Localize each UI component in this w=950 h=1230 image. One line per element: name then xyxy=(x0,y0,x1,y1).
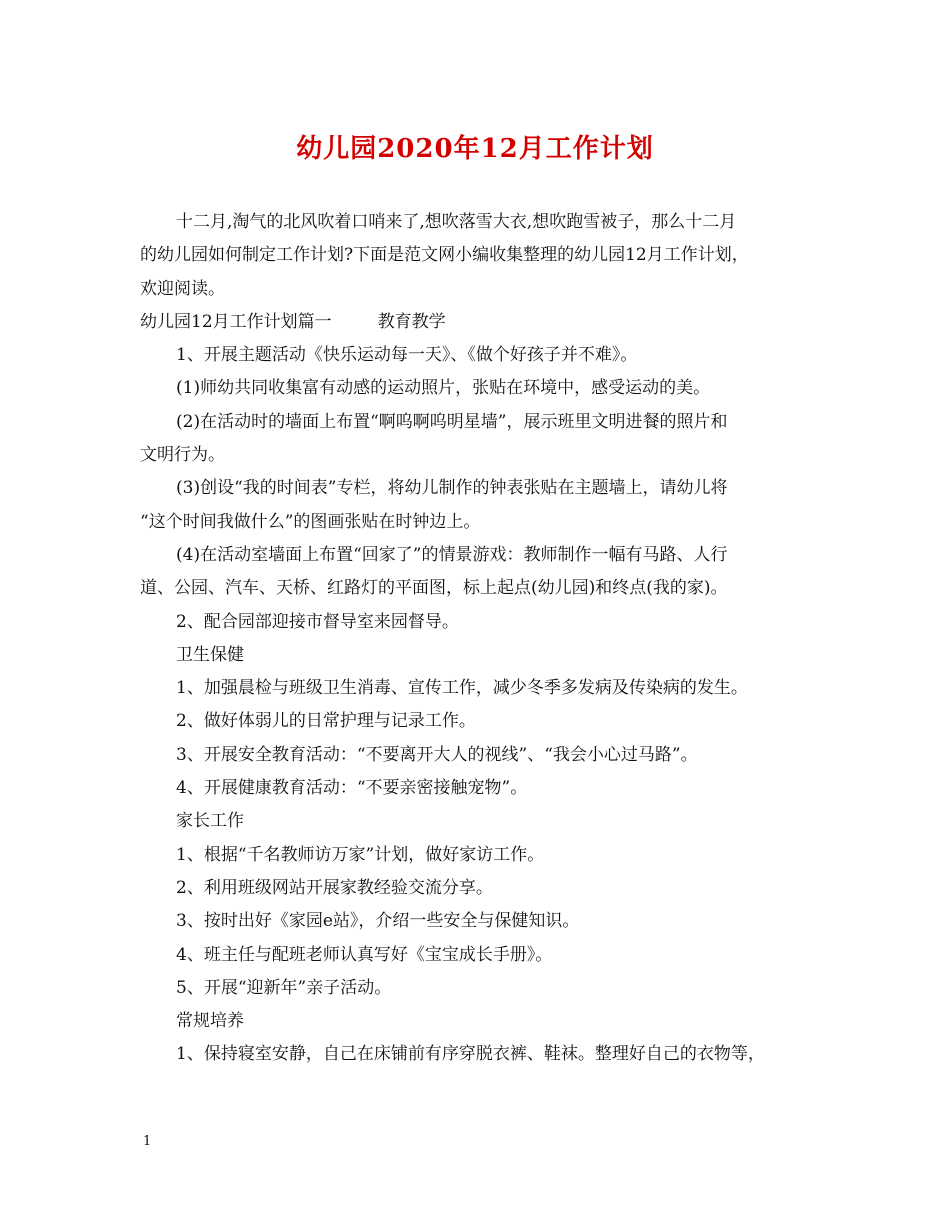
text-line-content: 欢迎阅读。 xyxy=(140,278,225,299)
text-line xyxy=(140,339,816,372)
text-line-content: (3)创设“我的时间表”专栏，将幼儿制作的钟表张贴在主题墙上，请幼儿将 xyxy=(176,478,728,499)
text-line xyxy=(140,572,816,605)
text-line-content: 1、保持寝室安静，自己在床铺前有序穿脱衣裤、鞋袜。整理好自己的衣物等， xyxy=(176,1044,765,1065)
text-line xyxy=(140,972,816,1005)
text-line-content: 4、班主任与配班老师认真写好《宝宝成长手册》。 xyxy=(176,944,553,965)
text-line xyxy=(140,905,816,938)
text-line-content: 5、开展“迎新年”亲子活动。 xyxy=(176,977,392,998)
text-line-content: 幼儿园12月工作计划篇一 xyxy=(140,311,332,332)
document-title: 幼儿园2020年12月工作计划 xyxy=(296,134,654,164)
text-line xyxy=(140,439,816,472)
text-line xyxy=(140,739,816,772)
text-line xyxy=(140,705,816,738)
text-line xyxy=(140,273,816,306)
text-line xyxy=(140,672,816,705)
text-line xyxy=(140,539,816,572)
text-line xyxy=(140,472,816,505)
text-line xyxy=(140,1005,816,1038)
text-line-content: (2)在活动时的墙面上布置“啊呜啊呜明星墙”，展示班里文明进餐的照片和 xyxy=(176,411,728,432)
text-line-content: (1)师幼共同收集富有动感的运动照片，张贴在环境中，感受运动的美。 xyxy=(176,378,711,399)
text-line-content: 常规培养 xyxy=(176,1011,244,1032)
text-line xyxy=(140,406,816,439)
document-body xyxy=(140,206,816,1072)
text-line-content: 2、配合园部迎接市督导室来园督导。 xyxy=(176,611,459,632)
text-line xyxy=(140,639,816,672)
text-line xyxy=(140,506,816,539)
section-heading: 教育教学 xyxy=(377,311,446,332)
text-line xyxy=(140,805,816,838)
text-line xyxy=(140,239,816,272)
text-line xyxy=(140,1038,816,1071)
text-line xyxy=(140,939,816,972)
text-line xyxy=(140,839,816,872)
text-line-content: 1、根据“千名教师访万家”计划，做好家访工作。 xyxy=(176,844,545,865)
text-line-content: (4)在活动室墙面上布置“回家了”的情景游戏：教师制作一幅有马路、人行 xyxy=(176,544,728,565)
text-line xyxy=(140,606,816,639)
text-line-content: 3、开展安全教育活动：“不要离开大人的视线”、“我会小心过马路”。 xyxy=(176,744,698,765)
text-line-content: 2、做好体弱儿的日常护理与记录工作。 xyxy=(176,711,476,732)
text-line-content: “这个时间我做什么”的图画张贴在时钟边上。 xyxy=(140,511,481,532)
text-line-content: 1、开展主题活动《快乐运动每一天》、《做个好孩子并不难》。 xyxy=(176,345,638,366)
text-line xyxy=(140,872,816,905)
text-line-content: 十二月,淘气的北风吹着口哨来了,想吹落雪大衣,想吹跑雪被子，那么十二月 xyxy=(176,212,737,232)
text-line xyxy=(140,206,816,239)
text-line xyxy=(140,306,816,339)
text-line-content: 道、公园、汽车、天桥、红路灯的平面图，标上起点(幼儿园)和终点(我的家)。 xyxy=(140,578,728,599)
text-line xyxy=(140,772,816,805)
page-number: 1 xyxy=(143,1134,152,1149)
text-line-content: 家长工作 xyxy=(176,811,244,832)
text-line-content: 1、加强晨检与班级卫生消毒、宣传工作，减少冬季多发病及传染病的发生。 xyxy=(176,678,748,699)
text-line-content: 的幼儿园如何制定工作计划?下面是范文网小编收集整理的幼儿园12月工作计划， xyxy=(140,245,749,266)
text-line-content: 3、按时出好《家园e站》，介绍一些安全与保健知识。 xyxy=(176,911,580,932)
text-line xyxy=(140,372,816,405)
text-line-content: 2、利用班级网站开展家教经验交流分享。 xyxy=(176,877,493,898)
text-line-content: 4、开展健康教育活动：“不要亲密接触宠物”。 xyxy=(176,778,528,799)
text-line-content: 文明行为。 xyxy=(140,445,225,466)
text-line-content: 卫生保健 xyxy=(176,644,244,665)
